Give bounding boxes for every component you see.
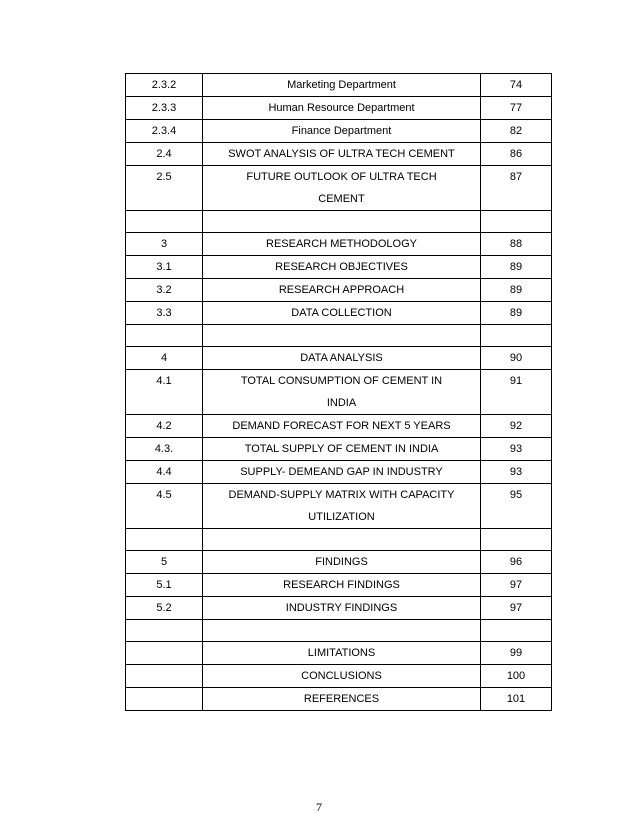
section-number-cell: 2.4 [126, 143, 203, 166]
page-number-cell: 86 [481, 143, 552, 166]
section-title-cell: RESEARCH FINDINGS [203, 574, 481, 597]
section-title-cell: FUTURE OUTLOOK OF ULTRA TECH CEMENT [203, 166, 481, 211]
page-number-cell: 77 [481, 97, 552, 120]
page-number-cell: 82 [481, 120, 552, 143]
table-row [126, 688, 552, 711]
section-number-cell: 4 [126, 347, 203, 370]
section-number-cell: 2.3.2 [126, 74, 203, 97]
toc-body [126, 74, 552, 711]
table-row [126, 665, 552, 688]
table-row [126, 143, 552, 166]
section-title-cell [203, 325, 481, 347]
page-number-cell: 74 [481, 74, 552, 97]
section-title-cell: RESEARCH APPROACH [203, 279, 481, 302]
page-number-cell: 97 [481, 597, 552, 620]
table-row [126, 551, 552, 574]
page-number-cell [481, 211, 552, 233]
table-row [126, 97, 552, 120]
page-number-cell: 93 [481, 438, 552, 461]
section-title-cell: DEMAND-SUPPLY MATRIX WITH CAPACITY UTILIZATION [203, 484, 481, 529]
page-number-cell: 87 [481, 166, 552, 211]
section-number-cell: 3.1 [126, 256, 203, 279]
table-row [126, 256, 552, 279]
page-number-cell [481, 529, 552, 551]
page-number-cell: 91 [481, 370, 552, 415]
page-number-cell: 89 [481, 302, 552, 325]
section-title-cell: DEMAND FORECAST FOR NEXT 5 YEARS [203, 415, 481, 438]
table-row [126, 415, 552, 438]
section-number-cell: 5.1 [126, 574, 203, 597]
section-number-cell: 2.3.4 [126, 120, 203, 143]
page-number-cell: 92 [481, 415, 552, 438]
section-number-cell: 4.5 [126, 484, 203, 529]
table-row [126, 620, 552, 642]
table-row [126, 529, 552, 551]
section-number-cell: 5.2 [126, 597, 203, 620]
page-number-cell: 101 [481, 688, 552, 711]
table-row [126, 166, 552, 211]
section-title-cell: CONCLUSIONS [203, 665, 481, 688]
section-number-cell [126, 211, 203, 233]
section-number-cell [126, 688, 203, 711]
page-number-cell: 100 [481, 665, 552, 688]
section-title-cell: DATA COLLECTION [203, 302, 481, 325]
table-of-contents [125, 73, 552, 711]
section-title-cell: DATA ANALYSIS [203, 347, 481, 370]
section-number-cell: 4.4 [126, 461, 203, 484]
table-row [126, 597, 552, 620]
page-number-cell [481, 620, 552, 642]
section-title-cell: FINDINGS [203, 551, 481, 574]
section-number-cell: 4.1 [126, 370, 203, 415]
page-number-cell: 95 [481, 484, 552, 529]
section-title-cell: LIMITATIONS [203, 642, 481, 665]
section-title-cell [203, 620, 481, 642]
page-number-cell: 89 [481, 279, 552, 302]
section-number-cell [126, 529, 203, 551]
table-row [126, 120, 552, 143]
table-row [126, 484, 552, 529]
table-row [126, 642, 552, 665]
page-number-cell: 96 [481, 551, 552, 574]
section-title-cell: SUPPLY- DEMEAND GAP IN INDUSTRY [203, 461, 481, 484]
section-number-cell [126, 325, 203, 347]
page-number-cell: 93 [481, 461, 552, 484]
section-number-cell: 3 [126, 233, 203, 256]
page-number-cell: 99 [481, 642, 552, 665]
table-row [126, 438, 552, 461]
table-row [126, 302, 552, 325]
page-number: 7 [316, 800, 322, 814]
table-row [126, 325, 552, 347]
section-title-cell: Marketing Department [203, 74, 481, 97]
section-title-cell: REFERENCES [203, 688, 481, 711]
section-title-cell: RESEARCH METHODOLOGY [203, 233, 481, 256]
page-number-cell: 97 [481, 574, 552, 597]
section-number-cell: 4.3. [126, 438, 203, 461]
table-row [126, 74, 552, 97]
table-row [126, 211, 552, 233]
table-row [126, 574, 552, 597]
table-row [126, 370, 552, 415]
section-title-cell: SWOT ANALYSIS OF ULTRA TECH CEMENT [203, 143, 481, 166]
section-number-cell: 5 [126, 551, 203, 574]
section-number-cell: 3.3 [126, 302, 203, 325]
section-number-cell: 2.5 [126, 166, 203, 211]
section-title-cell [203, 529, 481, 551]
section-number-cell: 4.2 [126, 415, 203, 438]
page-number-cell [481, 325, 552, 347]
section-number-cell [126, 642, 203, 665]
section-number-cell [126, 665, 203, 688]
section-number-cell: 2.3.3 [126, 97, 203, 120]
section-title-cell [203, 211, 481, 233]
section-number-cell: 3.2 [126, 279, 203, 302]
section-title-cell: Finance Department [203, 120, 481, 143]
table-row [126, 347, 552, 370]
table-row [126, 279, 552, 302]
section-title-cell: Human Resource Department [203, 97, 481, 120]
section-title-cell: TOTAL CONSUMPTION OF CEMENT IN INDIA [203, 370, 481, 415]
section-title-cell: TOTAL SUPPLY OF CEMENT IN INDIA [203, 438, 481, 461]
table-row [126, 461, 552, 484]
page-number-cell: 89 [481, 256, 552, 279]
table-row [126, 233, 552, 256]
page-number-cell: 88 [481, 233, 552, 256]
section-title-cell: INDUSTRY FINDINGS [203, 597, 481, 620]
page-number-cell: 90 [481, 347, 552, 370]
section-number-cell [126, 620, 203, 642]
section-title-cell: RESEARCH OBJECTIVES [203, 256, 481, 279]
